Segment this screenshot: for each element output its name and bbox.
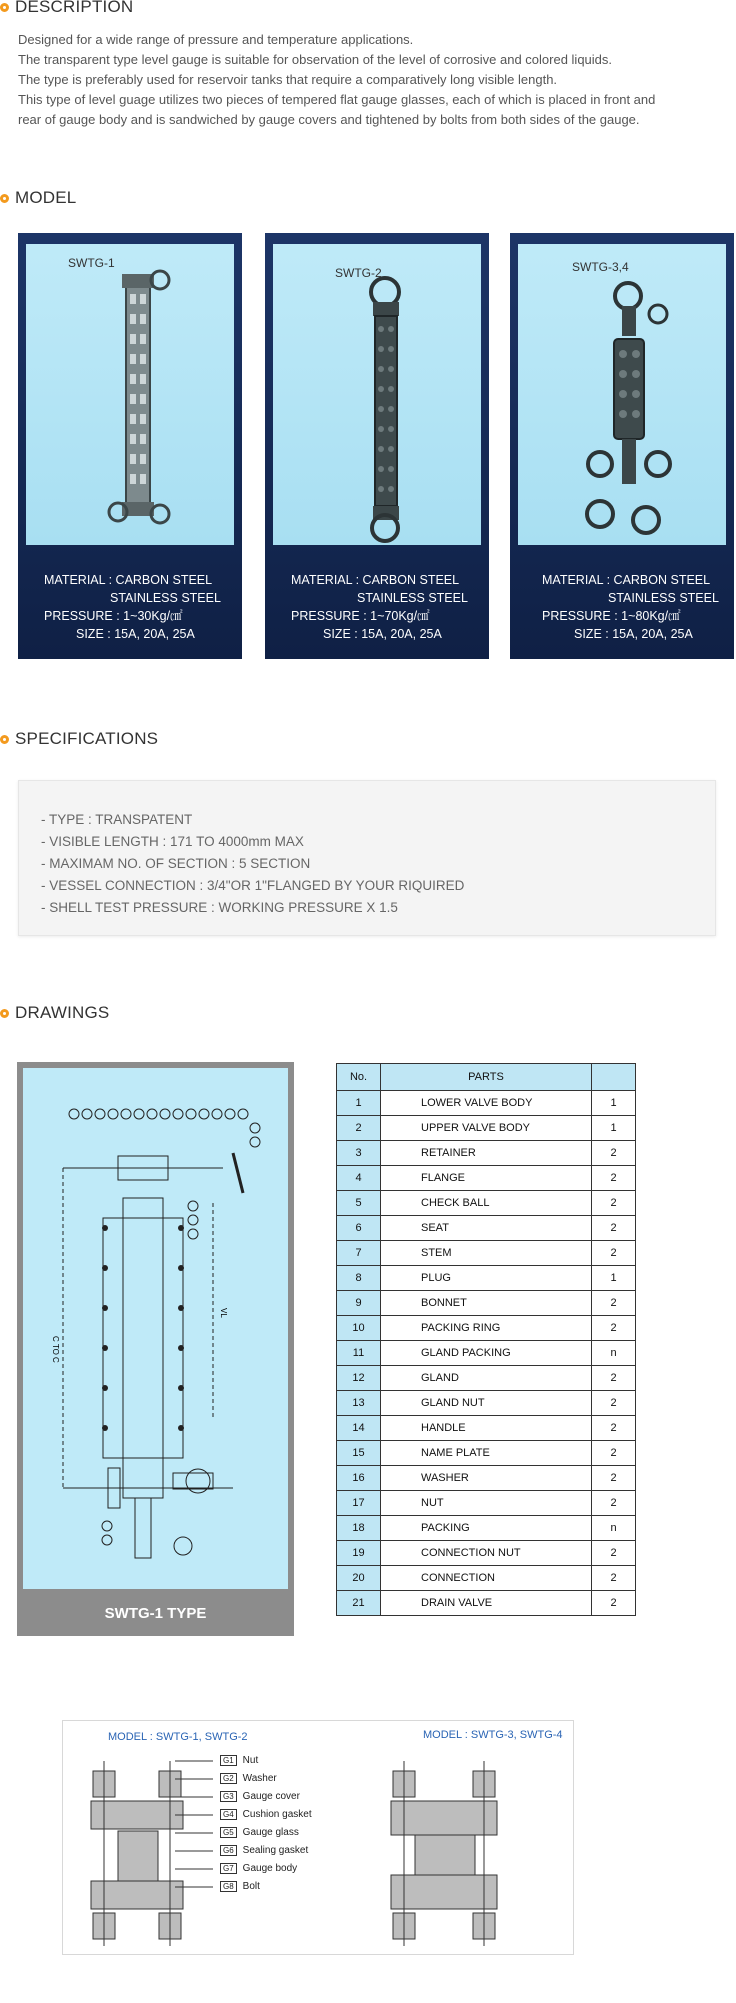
row-qty: n <box>592 1341 636 1366</box>
row-qty: 2 <box>592 1391 636 1416</box>
pressure-line: PRESSURE : 1~70Kg/㎠ <box>291 609 430 623</box>
table-header-row <box>337 1064 636 1091</box>
bullet-circle-icon <box>0 1009 9 1018</box>
row-qty: 1 <box>592 1116 636 1141</box>
model-card-swtg-1 <box>18 233 242 659</box>
drawings-heading <box>0 1003 109 1023</box>
row-qty: 2 <box>592 1366 636 1391</box>
legend-code: G6 <box>220 1845 237 1856</box>
legend-label: Gauge body <box>242 1863 298 1874</box>
row-part: NUT <box>381 1491 592 1516</box>
pressure-line: PRESSURE : 1~80Kg/㎠ <box>542 609 681 623</box>
right-model-title: MODEL : SWTG-3, SWTG-4 <box>423 1729 563 1741</box>
header-parts: PARTS <box>381 1064 592 1091</box>
legend-label: Cushion gasket <box>242 1809 312 1820</box>
legend-code: G5 <box>220 1827 237 1838</box>
row-part: BONNET <box>381 1291 592 1316</box>
row-qty: 2 <box>592 1291 636 1316</box>
legend-code: G3 <box>220 1791 237 1802</box>
row-part: UPPER VALVE BODY <box>381 1116 592 1141</box>
row-no: 8 <box>337 1266 381 1291</box>
table-row <box>337 1266 636 1291</box>
material-line-2: STAINLESS STEEL <box>608 591 719 605</box>
table-row <box>337 1316 636 1341</box>
description-heading <box>0 0 133 17</box>
legend-item <box>220 1863 297 1874</box>
table-row <box>337 1091 636 1116</box>
row-no: 17 <box>337 1491 381 1516</box>
row-qty: 2 <box>592 1491 636 1516</box>
legend-item <box>220 1845 308 1856</box>
model-card-swtg-3-4 <box>510 233 734 659</box>
row-qty: 2 <box>592 1316 636 1341</box>
description-title: DESCRIPTION <box>15 0 134 16</box>
row-qty: 2 <box>592 1416 636 1441</box>
legend-item <box>220 1755 258 1766</box>
row-part: CHECK BALL <box>381 1191 592 1216</box>
parts-table <box>336 1063 636 1616</box>
row-qty: n <box>592 1516 636 1541</box>
row-qty: 1 <box>592 1266 636 1291</box>
material-line: MATERIAL : CARBON STEEL <box>44 573 213 587</box>
row-qty: 2 <box>592 1216 636 1241</box>
product-photo <box>26 244 234 545</box>
row-no: 16 <box>337 1466 381 1491</box>
table-row <box>337 1391 636 1416</box>
row-qty: 2 <box>592 1466 636 1491</box>
row-no: 11 <box>337 1341 381 1366</box>
swtg-1-drawing <box>23 1068 288 1589</box>
row-no: 12 <box>337 1366 381 1391</box>
level-gauge-image <box>26 244 234 545</box>
bullet-circle-icon <box>0 194 9 203</box>
row-no: 9 <box>337 1291 381 1316</box>
spec-item: - VESSEL CONNECTION : 3/4"OR 1"FLANGED BY YOUR RIQUIRED <box>41 878 465 893</box>
model-card-swtg-2 <box>265 233 489 659</box>
row-part: PACKING RING <box>381 1316 592 1341</box>
model-name: SWTG-3,4 <box>572 260 629 274</box>
description-line: Designed for a wide range of pressure and temperature applications. <box>18 32 414 47</box>
product-photo <box>518 244 726 545</box>
description-line: rear of gauge body and is sandwiched by gauge covers and tightened by bolts from both sides of the gauge. <box>18 112 640 127</box>
product-photo <box>273 244 481 545</box>
legend-code: G2 <box>220 1773 237 1784</box>
description-line: This type of level guage utilizes two pieces of tempered flat gauge glasses, each of which is placed in front and <box>18 92 656 107</box>
drawing-caption: SWTG-1 TYPE <box>104 1605 207 1622</box>
drawings-title: DRAWINGS <box>15 1003 110 1022</box>
drawing-canvas <box>23 1068 288 1589</box>
row-qty: 2 <box>592 1141 636 1166</box>
row-part: HANDLE <box>381 1416 592 1441</box>
legend-label: Gauge glass <box>242 1827 299 1838</box>
table-row <box>337 1341 636 1366</box>
technical-drawing <box>17 1062 294 1636</box>
row-part: GLAND <box>381 1366 592 1391</box>
row-part: CONNECTION <box>381 1566 592 1591</box>
legend-item <box>220 1809 312 1820</box>
row-no: 7 <box>337 1241 381 1266</box>
legend-code: G8 <box>220 1881 237 1892</box>
model-heading <box>0 188 76 208</box>
row-qty: 2 <box>592 1241 636 1266</box>
section-drawing-left <box>63 1721 573 1954</box>
row-no: 2 <box>337 1116 381 1141</box>
spec-item: - VISIBLE LENGTH : 171 TO 4000mm MAX <box>41 834 304 849</box>
left-model-title: MODEL : SWTG-1, SWTG-2 <box>108 1731 248 1743</box>
header-qty <box>592 1064 636 1091</box>
row-no: 13 <box>337 1391 381 1416</box>
row-no: 14 <box>337 1416 381 1441</box>
row-qty: 2 <box>592 1191 636 1216</box>
table-row <box>337 1466 636 1491</box>
table-row <box>337 1591 636 1616</box>
legend-label: Nut <box>242 1755 259 1766</box>
row-no: 15 <box>337 1441 381 1466</box>
table-row <box>337 1566 636 1591</box>
row-no: 1 <box>337 1091 381 1116</box>
row-qty: 2 <box>592 1541 636 1566</box>
legend-code: G4 <box>220 1809 237 1820</box>
material-line-2: STAINLESS STEEL <box>110 591 221 605</box>
table-row <box>337 1291 636 1316</box>
model-title: MODEL <box>15 188 77 207</box>
specifications-title: SPECIFICATIONS <box>15 729 159 748</box>
row-part: STEM <box>381 1241 592 1266</box>
row-no: 3 <box>337 1141 381 1166</box>
material-line: MATERIAL : CARBON STEEL <box>542 573 711 587</box>
header-no: No. <box>337 1064 381 1091</box>
section-view-drawing <box>62 1720 574 1955</box>
specifications-list <box>19 781 715 919</box>
row-no: 21 <box>337 1591 381 1616</box>
material-line: MATERIAL : CARBON STEEL <box>291 573 460 587</box>
row-no: 19 <box>337 1541 381 1566</box>
spec-item: - MAXIMAM NO. OF SECTION : 5 SECTION <box>41 856 311 871</box>
spec-item: - SHELL TEST PRESSURE : WORKING PRESSURE X 1.5 <box>41 900 398 915</box>
row-qty: 2 <box>592 1591 636 1616</box>
model-spec <box>542 571 719 643</box>
row-part: WASHER <box>381 1466 592 1491</box>
table-row <box>337 1541 636 1566</box>
table-row <box>337 1241 636 1266</box>
material-line-2: STAINLESS STEEL <box>357 591 468 605</box>
model-spec <box>44 571 221 643</box>
table-row <box>337 1141 636 1166</box>
row-qty: 1 <box>592 1091 636 1116</box>
legend-label: Gauge cover <box>242 1791 300 1802</box>
specifications-box <box>18 780 716 936</box>
spec-item: - TYPE : TRANSPATENT <box>41 812 193 827</box>
row-part: LOWER VALVE BODY <box>381 1091 592 1116</box>
row-no: 20 <box>337 1566 381 1591</box>
size-line: SIZE : 15A, 20A, 25A <box>574 627 693 641</box>
table-row <box>337 1491 636 1516</box>
row-part: NAME PLATE <box>381 1441 592 1466</box>
c-to-c-dimension: C TO C <box>51 1336 60 1363</box>
row-qty: 2 <box>592 1566 636 1591</box>
row-part: PLUG <box>381 1266 592 1291</box>
level-gauge-image <box>273 244 481 545</box>
level-gauge-image <box>518 244 726 545</box>
pressure-line: PRESSURE : 1~30Kg/㎠ <box>44 609 183 623</box>
row-no: 6 <box>337 1216 381 1241</box>
row-part: FLANGE <box>381 1166 592 1191</box>
row-part: PACKING <box>381 1516 592 1541</box>
legend-code: G7 <box>220 1863 237 1874</box>
description-line: The transparent type level gauge is suitable for observation of the level of corrosive and colored liquids. <box>18 52 613 67</box>
row-no: 5 <box>337 1191 381 1216</box>
description-text <box>18 30 718 130</box>
model-name: SWTG-2 <box>335 266 382 280</box>
legend-label: Sealing gasket <box>242 1845 309 1856</box>
vl-dimension: VL <box>219 1308 228 1318</box>
legend-item <box>220 1791 300 1802</box>
legend-label: Bolt <box>242 1881 260 1892</box>
description-line: The type is preferably used for reservoir tanks that require a comparatively long visible length. <box>18 72 558 87</box>
bullet-circle-icon <box>0 3 9 12</box>
row-qty: 2 <box>592 1441 636 1466</box>
row-qty: 2 <box>592 1166 636 1191</box>
row-part: GLAND NUT <box>381 1391 592 1416</box>
legend-item <box>220 1827 299 1838</box>
row-no: 10 <box>337 1316 381 1341</box>
table-row <box>337 1416 636 1441</box>
table-row <box>337 1366 636 1391</box>
row-part: SEAT <box>381 1216 592 1241</box>
table-row <box>337 1166 636 1191</box>
legend-label: Washer <box>242 1773 277 1784</box>
row-part: RETAINER <box>381 1141 592 1166</box>
row-no: 4 <box>337 1166 381 1191</box>
size-line: SIZE : 15A, 20A, 25A <box>323 627 442 641</box>
table-row <box>337 1516 636 1541</box>
table-row <box>337 1216 636 1241</box>
specifications-heading <box>0 729 158 749</box>
table-row <box>337 1116 636 1141</box>
table-row <box>337 1441 636 1466</box>
legend-item <box>220 1773 277 1784</box>
model-spec <box>291 571 468 643</box>
legend-code: G1 <box>220 1755 237 1766</box>
legend-item <box>220 1881 260 1892</box>
table-row <box>337 1191 636 1216</box>
size-line: SIZE : 15A, 20A, 25A <box>76 627 195 641</box>
row-part: GLAND PACKING <box>381 1341 592 1366</box>
row-part: CONNECTION NUT <box>381 1541 592 1566</box>
row-no: 18 <box>337 1516 381 1541</box>
row-part: DRAIN VALVE <box>381 1591 592 1616</box>
model-name: SWTG-1 <box>68 256 115 270</box>
bullet-circle-icon <box>0 735 9 744</box>
